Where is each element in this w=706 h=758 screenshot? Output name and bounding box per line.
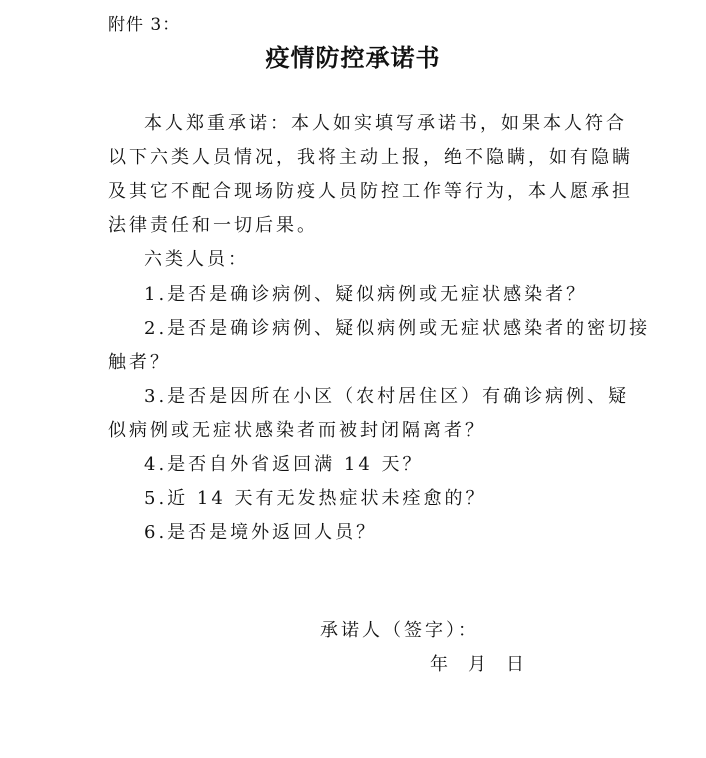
question-3-line-2: 似病例或无症状感染者而被封闭隔离者？ [108,420,486,441]
question-3-line-1: 3.是否是因所在小区（农村居住区）有确诊病例、疑 [144,386,630,407]
question-2-line-2: 触者？ [108,352,171,373]
question-2-line-1: 2.是否是确诊病例、疑似病例或无症状感染者的密切接 [144,318,651,339]
question-4: 4.是否自外省返回满 14 天？ [144,454,424,475]
question-1: 1.是否是确诊病例、疑似病例或无症状感染者？ [144,284,588,305]
signature-label: 承诺人（签字）： [320,620,479,641]
question-5: 5.近 14 天有无发热症状未痊愈的？ [144,488,487,509]
question-6: 6.是否是境外返回人员？ [144,522,378,543]
attachment-label: 附件 3： [108,15,181,35]
date-day-label: 日 [506,654,524,675]
pledge-line-4: 法律责任和一切后果。 [108,215,318,236]
date-month-label: 月 [468,654,486,675]
pledge-line-3: 及其它不配合现场防疫人员防控工作等行为，本人愿承担 [108,181,633,202]
pledge-line-2: 以下六类人员情况，我将主动上报，绝不隐瞒，如有隐瞒 [108,147,633,168]
categories-heading: 六类人员： [144,249,249,270]
pledge-line-1: 本人郑重承诺：本人如实填写承诺书，如果本人符合 [144,113,627,134]
document-title: 疫情防控承诺书 [265,44,441,72]
date-year-label: 年 [430,654,448,675]
